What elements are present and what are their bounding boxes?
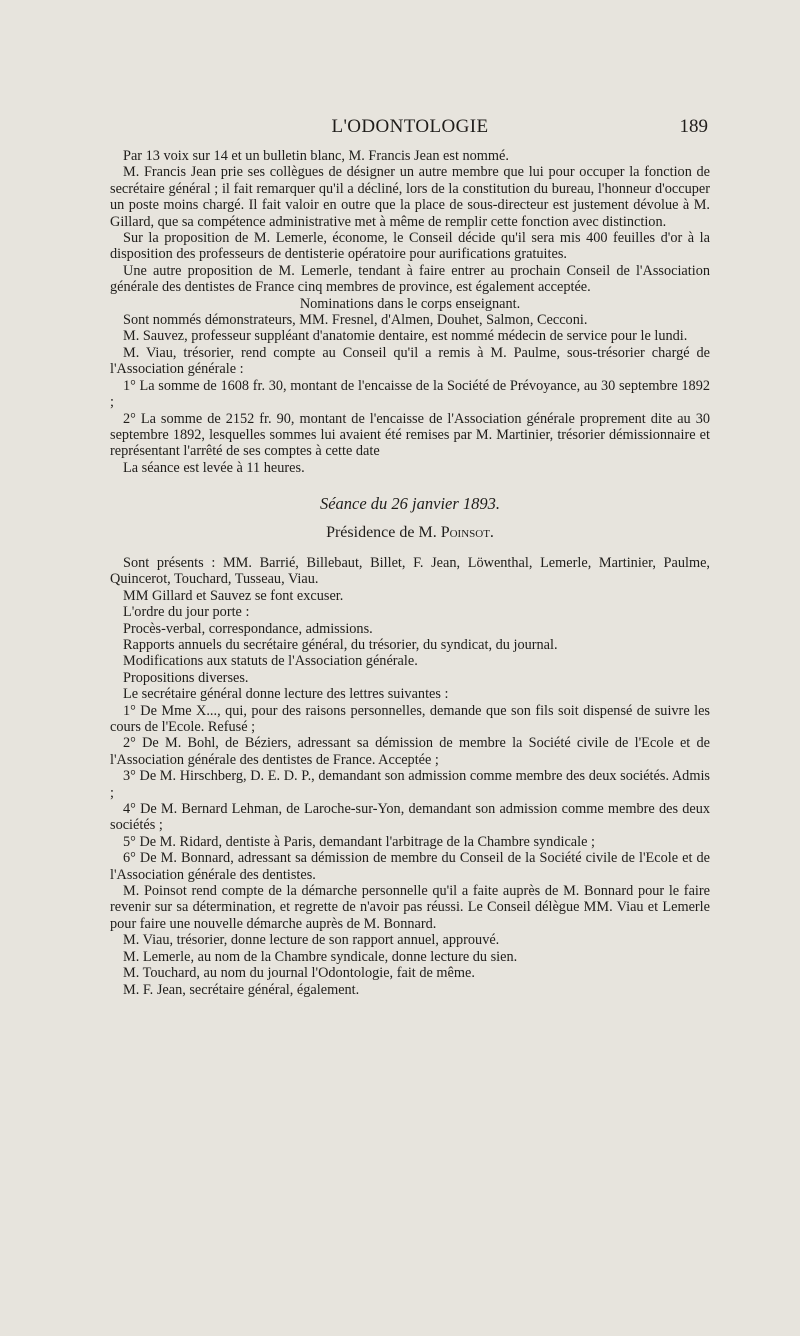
paragraph: 4° De M. Bernard Lehman, de Laroche-sur-Yon, demandant son admission comme membre des deux sociétés ; xyxy=(110,801,710,834)
paragraph: La séance est levée à 11 heures. xyxy=(123,459,305,476)
paragraph: Le secrétaire général donne lecture des lettres suivantes : xyxy=(123,686,449,703)
paragraph: Procès-verbal, correspondance, admissions. xyxy=(123,620,373,637)
paragraph: Rapports annuels du secrétaire général, du trésorier, du syndicat, du journal. xyxy=(123,636,558,653)
running-title: L'ODONTOLOGIE xyxy=(331,116,489,137)
paragraph: 2° De M. Bohl, de Béziers, adressant sa démission de membre la Société civile de l'Ecole et de l'Association générale des dentistes de France. Acceptée ; xyxy=(110,735,710,768)
paragraph: M. Viau, trésorier, rend compte au Conseil qu'il a remis à M. Paulme, sous-trésorier chargé de l'Association générale : xyxy=(110,344,710,378)
page-number: 189 xyxy=(679,116,708,137)
body-text xyxy=(110,148,710,998)
paragraph: M. Viau, trésorier, donne lecture de son rapport annuel, approuvé. xyxy=(123,932,500,949)
paragraph: M. Poinsot rend compte de la démarche personnelle qu'il a faite auprès de M. Bonnard pour le faire revenir sur sa détermination, et regrette de n'avoir pas réussi. Le Conseil délègue MM. Viau et Lemerle pour faire une nouvelle démarche auprès de M. Bonnard. xyxy=(110,883,710,932)
paragraph: M. F. Jean, secrétaire général, également. xyxy=(123,981,360,998)
presidence-line xyxy=(110,525,710,541)
paragraph: Sur la proposition de M. Lemerle, économe, le Conseil décide qu'il sera mis 400 feuilles d'or à la disposition des professeurs de dentisterie opératoire pour aurifications gratuites. xyxy=(110,230,710,263)
paragraph: Propositions diverses. xyxy=(123,669,249,686)
paragraph: MM Gillard et Sauvez se font excuser. xyxy=(123,587,344,604)
paragraph: Sont nommés démonstrateurs, MM. Fresnel, d'Almen, Douhet, Salmon, Cecconi. xyxy=(123,312,588,329)
paragraph: 2° La somme de 2152 fr. 90, montant de l'encaisse de l'Association générale proprement dite au 30 septembre 1892, lesquelles sommes lui avaient été remises par M. Martinier, trésorier démissionnaire et représentant l'arrêté de ses comptes à cette date xyxy=(110,410,710,460)
paragraph: 3° De M. Hirschberg, D. E. D. P., demandant son admission comme membre des deux sociétés. Admis ; xyxy=(110,768,710,801)
paragraph: 5° De M. Ridard, dentiste à Paris, demandant l'arbitrage de la Chambre syndicale ; xyxy=(123,833,596,850)
paragraph: M. Francis Jean prie ses collègues de désigner un autre membre que lui pour occuper la fonction de secrétaire général ; il fait remarquer qu'il a décliné, lors de la constitution du bureau, l'honneur d'occuper un poste moins chargé. Il fait valoir en outre que la place de sous-directeur est justement dévolue à M. Gillard, que sa compétence administrative met à même de remplir cette fonction avec distinction. xyxy=(110,164,710,230)
paragraph: Par 13 voix sur 14 et un bulletin blanc, M. Francis Jean est nommé. xyxy=(123,148,509,164)
paragraph: Sont présents : MM. Barrié, Billebaut, Billet, F. Jean, Löwenthal, Lemerle, Martinier, Paulme, Quincerot, Touchard, Tusseau, Viau. xyxy=(110,554,710,588)
paragraph: 6° De M. Bonnard, adressant sa démission de membre du Conseil de la Société civile de l'Ecole et de l'Association générale des dentistes. xyxy=(110,850,710,883)
paragraph: L'ordre du jour porte : xyxy=(123,604,250,621)
nominations-heading: Nominations dans le corps enseignant. xyxy=(299,295,521,312)
presidence-prefix: Présidence de M. xyxy=(326,523,441,541)
page-header xyxy=(110,114,710,144)
president-name: Poinsot. xyxy=(440,523,494,541)
seance-title: Séance du 26 janvier 1893. xyxy=(319,494,501,514)
paragraph: 1° De Mme X..., qui, pour des raisons personnelles, demande que son fils soit dispensé de suivre les cours de l'Ecole. Refusé ; xyxy=(110,702,710,735)
paragraph: 1° La somme de 1608 fr. 30, montant de l'encaisse de la Société de Prévoyance, au 30 septembre 1892 ; xyxy=(110,377,710,411)
paragraph: M. Touchard, au nom du journal l'Odontologie, fait de même. xyxy=(123,965,475,982)
paragraph: M. Lemerle, au nom de la Chambre syndicale, donne lecture du sien. xyxy=(123,948,518,965)
paragraph: M. Sauvez, professeur suppléant d'anatomie dentaire, est nommé médecin de service pour le lundi. xyxy=(123,328,688,345)
paragraph: Modifications aux statuts de l'Association générale. xyxy=(123,653,418,670)
paragraph: Une autre proposition de M. Lemerle, tendant à faire entrer au prochain Conseil de l'Association générale des dentistes de France cinq membres de province, est également acceptée. xyxy=(110,262,710,296)
